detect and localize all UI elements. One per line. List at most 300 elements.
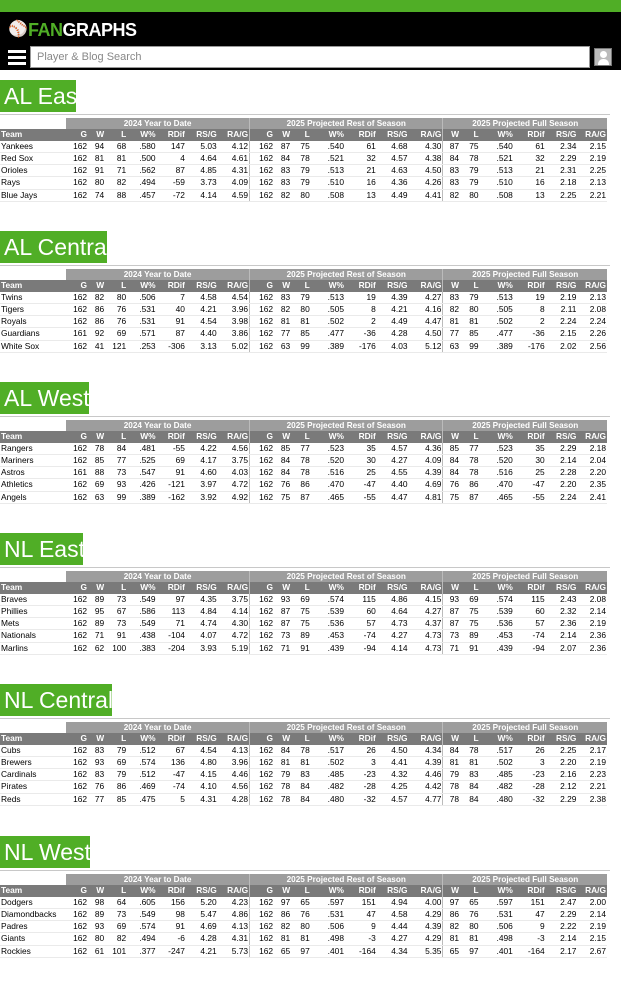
stat-cell: 2.04 xyxy=(577,454,607,466)
team-name-link[interactable]: Pirates xyxy=(0,781,66,793)
section-divider xyxy=(0,416,610,417)
stat-cell: .506 xyxy=(480,921,514,933)
standings-table xyxy=(0,269,607,353)
stat-cell: 47 xyxy=(514,908,546,920)
column-header[interactable]: RS/G xyxy=(546,582,578,593)
stat-cell: 162 xyxy=(66,630,88,642)
column-header[interactable]: W% xyxy=(127,431,156,442)
team-name-link[interactable]: Angels xyxy=(0,491,66,503)
stat-cell: .549 xyxy=(127,618,156,630)
column-header[interactable]: G xyxy=(66,885,88,896)
column-header[interactable]: RS/G xyxy=(377,431,409,442)
column-header[interactable]: RA/G xyxy=(409,885,443,896)
stat-cell: 4.54 xyxy=(186,745,218,757)
column-header[interactable]: RS/G xyxy=(546,431,578,442)
stat-cell: 2.19 xyxy=(577,921,607,933)
stat-cell: 162 xyxy=(66,897,88,909)
column-header[interactable]: L xyxy=(291,733,311,744)
column-header[interactable]: W% xyxy=(127,129,156,140)
stat-cell: 91 xyxy=(88,165,105,177)
stat-cell: -55 xyxy=(157,443,186,455)
column-header[interactable]: W% xyxy=(127,733,156,744)
column-header[interactable]: W xyxy=(274,582,291,593)
stat-cell: 2.36 xyxy=(577,642,607,654)
column-header[interactable]: RDif xyxy=(514,431,546,442)
group-header-blank xyxy=(0,874,66,885)
stat-cell: 94 xyxy=(88,141,105,153)
column-header[interactable]: W xyxy=(274,885,291,896)
team-name-link[interactable]: Cardinals xyxy=(0,769,66,781)
team-name-link[interactable]: Brewers xyxy=(0,756,66,768)
column-header[interactable]: RA/G xyxy=(577,129,607,140)
stat-cell: 88 xyxy=(88,467,105,479)
stat-cell: .470 xyxy=(311,479,345,491)
stat-cell: .531 xyxy=(480,908,514,920)
stat-cell: .505 xyxy=(311,303,345,315)
stat-cell: 4.34 xyxy=(409,745,443,757)
stat-cell: 3.75 xyxy=(218,594,250,606)
stat-cell: 2.18 xyxy=(546,177,578,189)
column-header[interactable]: RA/G xyxy=(577,280,607,291)
stat-cell: 2.29 xyxy=(546,908,578,920)
column-header[interactable]: RS/G xyxy=(377,129,409,140)
stat-cell: .531 xyxy=(127,303,156,315)
stat-cell: 2.67 xyxy=(577,945,607,957)
team-name-link[interactable]: Mets xyxy=(0,618,66,630)
stat-cell: 2.21 xyxy=(577,189,607,201)
stat-cell: 2.14 xyxy=(577,605,607,617)
team-name-link[interactable]: Rangers xyxy=(0,443,66,455)
column-header[interactable]: RDif xyxy=(345,582,377,593)
stat-cell: 100 xyxy=(105,642,127,654)
column-header[interactable]: RDif xyxy=(514,129,546,140)
stat-cell: 75 xyxy=(274,491,291,503)
column-header[interactable]: RDif xyxy=(157,280,186,291)
column-header[interactable]: RS/G xyxy=(186,129,218,140)
stat-cell: .540 xyxy=(311,141,345,153)
stat-cell: .477 xyxy=(311,328,345,340)
team-name-link[interactable]: Nationals xyxy=(0,630,66,642)
stat-cell: 2.19 xyxy=(577,152,607,164)
stat-cell: -74 xyxy=(157,781,186,793)
column-header[interactable]: RA/G xyxy=(218,733,250,744)
stat-cell: 4.14 xyxy=(186,189,218,201)
column-header[interactable]: L xyxy=(460,733,480,744)
stat-cell: -176 xyxy=(345,340,377,352)
column-header[interactable]: RA/G xyxy=(409,582,443,593)
team-name-link[interactable]: Blue Jays xyxy=(0,189,66,201)
column-header[interactable]: L xyxy=(291,582,311,593)
stat-cell: 4.30 xyxy=(218,618,250,630)
column-header[interactable]: W% xyxy=(480,129,514,140)
column-header[interactable]: G xyxy=(250,582,274,593)
column-header[interactable]: L xyxy=(105,582,127,593)
column-header-row xyxy=(0,431,607,442)
menu-icon[interactable] xyxy=(4,47,30,67)
stat-cell: -104 xyxy=(157,630,186,642)
team-name-link[interactable]: Athletics xyxy=(0,479,66,491)
table-row xyxy=(0,908,607,920)
stat-cell: 98 xyxy=(88,897,105,909)
stat-cell: 4.74 xyxy=(186,618,218,630)
column-header[interactable]: G xyxy=(66,582,88,593)
stat-cell: 4.50 xyxy=(377,745,409,757)
user-icon[interactable] xyxy=(594,48,612,66)
stat-cell: 73 xyxy=(443,630,460,642)
column-header[interactable]: W% xyxy=(311,431,345,442)
stat-cell: .494 xyxy=(127,933,156,945)
column-header[interactable]: W xyxy=(88,582,105,593)
column-header[interactable]: W xyxy=(443,129,460,140)
team-name-link[interactable]: Orioles xyxy=(0,165,66,177)
team-name-link[interactable]: Reds xyxy=(0,793,66,805)
column-header[interactable]: G xyxy=(66,280,88,291)
column-header[interactable]: L xyxy=(105,431,127,442)
column-header[interactable]: W xyxy=(443,280,460,291)
column-header[interactable]: W% xyxy=(480,431,514,442)
column-header[interactable]: W% xyxy=(311,582,345,593)
column-header[interactable]: RS/G xyxy=(186,733,218,744)
team-name-link[interactable]: Tigers xyxy=(0,303,66,315)
column-header[interactable]: RS/G xyxy=(546,733,578,744)
column-header[interactable]: L xyxy=(460,129,480,140)
column-header[interactable]: RDif xyxy=(157,582,186,593)
column-header[interactable]: W% xyxy=(480,582,514,593)
column-header[interactable]: W xyxy=(88,280,105,291)
stat-cell: 78 xyxy=(291,745,311,757)
stat-cell: 87 xyxy=(291,491,311,503)
stat-cell: 82 xyxy=(105,933,127,945)
column-header[interactable]: G xyxy=(66,733,88,744)
stat-cell: 4.15 xyxy=(409,594,443,606)
column-header[interactable]: RA/G xyxy=(409,431,443,442)
column-header[interactable]: G xyxy=(66,129,88,140)
stat-cell: 60 xyxy=(514,605,546,617)
column-header[interactable]: RA/G xyxy=(577,733,607,744)
stat-cell: 162 xyxy=(66,781,88,793)
stat-cell: 19 xyxy=(514,292,546,304)
column-header[interactable]: RDif xyxy=(345,129,377,140)
stat-cell: 78 xyxy=(88,443,105,455)
column-header[interactable]: L xyxy=(105,733,127,744)
column-header[interactable]: W% xyxy=(480,733,514,744)
column-header[interactable]: Team xyxy=(0,885,66,896)
column-header[interactable]: G xyxy=(250,733,274,744)
stat-cell: 79 xyxy=(460,165,480,177)
stat-cell: 162 xyxy=(250,292,274,304)
stat-cell: 4.42 xyxy=(409,781,443,793)
column-header[interactable]: RA/G xyxy=(577,582,607,593)
stat-cell: 86 xyxy=(274,908,291,920)
column-header[interactable]: W% xyxy=(311,280,345,291)
column-header[interactable]: G xyxy=(66,431,88,442)
column-header[interactable]: L xyxy=(105,129,127,140)
table-row xyxy=(0,630,607,642)
column-header[interactable]: W xyxy=(88,733,105,744)
stat-cell: 81 xyxy=(88,152,105,164)
site-logo[interactable] xyxy=(8,18,137,42)
column-header[interactable]: RDif xyxy=(157,885,186,896)
stat-cell: 3.96 xyxy=(218,756,250,768)
division-section xyxy=(0,231,621,349)
stat-cell: 93 xyxy=(88,921,105,933)
stat-cell: 2.16 xyxy=(546,769,578,781)
column-header[interactable]: Team xyxy=(0,431,66,442)
column-header[interactable]: RS/G xyxy=(546,885,578,896)
stat-cell: 101 xyxy=(105,945,127,957)
team-name-link[interactable]: Dodgers xyxy=(0,897,66,909)
search-input[interactable] xyxy=(30,46,590,68)
stat-cell: 69 xyxy=(105,328,127,340)
column-header[interactable]: L xyxy=(291,431,311,442)
stat-cell: 99 xyxy=(291,340,311,352)
stat-cell: 81 xyxy=(443,756,460,768)
column-header[interactable]: L xyxy=(291,885,311,896)
column-header[interactable]: RS/G xyxy=(377,733,409,744)
stat-cell: 162 xyxy=(250,933,274,945)
stat-cell: 4.92 xyxy=(218,491,250,503)
stat-cell: 25 xyxy=(345,467,377,479)
stat-cell: -72 xyxy=(157,189,186,201)
team-name-link[interactable]: Rockies xyxy=(0,945,66,957)
column-header[interactable]: RA/G xyxy=(218,280,250,291)
team-name-link[interactable]: Braves xyxy=(0,594,66,606)
stat-cell: 82 xyxy=(274,189,291,201)
column-header[interactable]: W% xyxy=(311,733,345,744)
column-header[interactable]: Team xyxy=(0,733,66,744)
stat-cell: 4.47 xyxy=(409,316,443,328)
column-header[interactable]: W xyxy=(88,885,105,896)
column-header[interactable]: RDif xyxy=(345,280,377,291)
stat-cell: 76 xyxy=(105,316,127,328)
table-row xyxy=(0,141,607,153)
stat-cell: 97 xyxy=(274,897,291,909)
column-header[interactable]: RS/G xyxy=(186,280,218,291)
team-name-link[interactable]: Red Sox xyxy=(0,152,66,164)
column-header[interactable]: L xyxy=(105,280,127,291)
column-header[interactable]: W% xyxy=(127,280,156,291)
column-header[interactable]: RS/G xyxy=(546,129,578,140)
division-section xyxy=(0,80,621,198)
stat-cell: .605 xyxy=(127,897,156,909)
stat-cell: .510 xyxy=(311,177,345,189)
column-header[interactable]: W xyxy=(274,280,291,291)
column-header[interactable]: RDif xyxy=(157,733,186,744)
column-header[interactable]: RA/G xyxy=(577,885,607,896)
stat-cell: 5.19 xyxy=(218,642,250,654)
stat-cell: 162 xyxy=(66,491,88,503)
stat-cell: 76 xyxy=(274,479,291,491)
column-header[interactable]: W xyxy=(274,733,291,744)
column-header[interactable]: RS/G xyxy=(186,885,218,896)
stat-cell: 113 xyxy=(157,605,186,617)
column-header[interactable]: RA/G xyxy=(409,129,443,140)
stat-cell: 32 xyxy=(514,152,546,164)
column-header[interactable]: W xyxy=(274,129,291,140)
table-row xyxy=(0,605,607,617)
stat-cell: 4.55 xyxy=(377,467,409,479)
stat-cell: 2.14 xyxy=(577,908,607,920)
column-header[interactable]: L xyxy=(460,280,480,291)
team-name-link[interactable]: Marlins xyxy=(0,642,66,654)
stat-cell: 77 xyxy=(105,454,127,466)
stat-cell: .480 xyxy=(311,793,345,805)
column-header[interactable]: Team xyxy=(0,129,66,140)
column-header[interactable]: RS/G xyxy=(377,582,409,593)
stat-cell: 73 xyxy=(105,594,127,606)
stat-cell: 5.20 xyxy=(186,897,218,909)
column-header[interactable]: RDif xyxy=(157,129,186,140)
stat-cell: .502 xyxy=(311,756,345,768)
column-header[interactable]: RA/G xyxy=(218,885,250,896)
column-header[interactable]: L xyxy=(460,885,480,896)
column-header[interactable]: Team xyxy=(0,582,66,593)
stat-cell: 162 xyxy=(250,189,274,201)
stat-cell: 87 xyxy=(274,605,291,617)
stat-cell: 78 xyxy=(443,781,460,793)
column-header[interactable]: L xyxy=(291,280,311,291)
stat-cell: 80 xyxy=(460,921,480,933)
team-name-link[interactable]: Cubs xyxy=(0,745,66,757)
column-header[interactable]: Team xyxy=(0,280,66,291)
stat-cell: 81 xyxy=(291,933,311,945)
team-name-link[interactable]: Guardians xyxy=(0,328,66,340)
stat-cell: 4.32 xyxy=(377,769,409,781)
stat-cell: 4.81 xyxy=(409,491,443,503)
stat-cell: 115 xyxy=(514,594,546,606)
column-header[interactable]: RS/G xyxy=(186,431,218,442)
stat-cell: 162 xyxy=(66,479,88,491)
stat-cell: .377 xyxy=(127,945,156,957)
column-header[interactable]: W xyxy=(88,431,105,442)
division-section xyxy=(0,836,621,954)
column-header[interactable]: W% xyxy=(127,885,156,896)
column-header[interactable]: W xyxy=(274,431,291,442)
stat-cell: 78 xyxy=(460,152,480,164)
group-header-row xyxy=(0,118,607,129)
division-title: AL Central xyxy=(0,231,107,263)
group-header: 2024 Year to Date xyxy=(66,118,250,129)
column-header[interactable]: RA/G xyxy=(577,431,607,442)
stat-cell: 78 xyxy=(460,467,480,479)
stat-cell: 162 xyxy=(250,642,274,654)
section-divider xyxy=(0,265,610,266)
stat-cell: 84 xyxy=(443,467,460,479)
stat-cell: 4.27 xyxy=(377,630,409,642)
column-header[interactable]: W% xyxy=(480,280,514,291)
column-header[interactable]: W xyxy=(88,129,105,140)
column-header[interactable]: W% xyxy=(480,885,514,896)
column-header[interactable]: RA/G xyxy=(409,733,443,744)
team-name-link[interactable]: Phillies xyxy=(0,605,66,617)
team-name-link[interactable]: Twins xyxy=(0,292,66,304)
team-name-link[interactable]: Diamondbacks xyxy=(0,908,66,920)
column-header[interactable]: RDif xyxy=(514,733,546,744)
team-name-link[interactable]: Yankees xyxy=(0,141,66,153)
stat-cell: .517 xyxy=(311,745,345,757)
column-header[interactable]: W xyxy=(443,582,460,593)
stat-cell: 83 xyxy=(88,745,105,757)
group-header-row xyxy=(0,571,607,582)
stat-cell: .536 xyxy=(480,618,514,630)
column-header[interactable]: W xyxy=(443,733,460,744)
column-header[interactable]: RDif xyxy=(514,885,546,896)
column-header[interactable]: RS/G xyxy=(377,885,409,896)
group-header: 2025 Projected Rest of Season xyxy=(250,874,443,885)
team-name-link[interactable]: Rays xyxy=(0,177,66,189)
team-name-link[interactable]: Astros xyxy=(0,467,66,479)
column-header[interactable]: RA/G xyxy=(218,431,250,442)
stat-cell: 5.35 xyxy=(409,945,443,957)
stat-cell: 85 xyxy=(274,443,291,455)
column-header[interactable]: RDif xyxy=(514,582,546,593)
column-header[interactable]: RDif xyxy=(345,885,377,896)
group-header: 2024 Year to Date xyxy=(66,571,250,582)
table-row xyxy=(0,467,607,479)
column-header[interactable]: RDif xyxy=(157,431,186,442)
column-header[interactable]: RDif xyxy=(514,280,546,291)
team-name-link[interactable]: Padres xyxy=(0,921,66,933)
stat-cell: 3.13 xyxy=(186,340,218,352)
team-name-link[interactable]: Royals xyxy=(0,316,66,328)
column-header[interactable]: G xyxy=(250,280,274,291)
column-header[interactable]: W% xyxy=(311,129,345,140)
stat-cell: 4.41 xyxy=(377,756,409,768)
stat-cell: -74 xyxy=(345,630,377,642)
table-row xyxy=(0,491,607,503)
section-divider xyxy=(0,870,610,871)
column-header[interactable]: W% xyxy=(127,582,156,593)
column-header[interactable]: L xyxy=(460,431,480,442)
stat-cell: -3 xyxy=(345,933,377,945)
column-header[interactable]: RA/G xyxy=(218,129,250,140)
stat-cell: 69 xyxy=(291,594,311,606)
stat-cell: 162 xyxy=(250,165,274,177)
column-header[interactable]: RA/G xyxy=(218,582,250,593)
column-header[interactable]: G xyxy=(250,885,274,896)
team-name-link[interactable]: White Sox xyxy=(0,340,66,352)
stat-cell: 83 xyxy=(443,292,460,304)
column-header[interactable]: L xyxy=(105,885,127,896)
column-header[interactable]: RA/G xyxy=(409,280,443,291)
column-header[interactable]: L xyxy=(291,129,311,140)
stat-cell: 82 xyxy=(443,189,460,201)
column-header[interactable]: W xyxy=(443,431,460,442)
column-header[interactable]: W xyxy=(443,885,460,896)
column-header[interactable]: W% xyxy=(311,885,345,896)
team-name-link[interactable]: Giants xyxy=(0,933,66,945)
column-header[interactable]: L xyxy=(460,582,480,593)
stat-cell: .523 xyxy=(311,443,345,455)
division-section xyxy=(0,533,621,651)
column-header[interactable]: G xyxy=(250,129,274,140)
stat-cell: 162 xyxy=(66,618,88,630)
column-header[interactable]: RS/G xyxy=(546,280,578,291)
column-header[interactable]: RS/G xyxy=(186,582,218,593)
column-header[interactable]: RDif xyxy=(345,733,377,744)
team-name-link[interactable]: Mariners xyxy=(0,454,66,466)
stat-cell: 2.11 xyxy=(546,303,578,315)
column-header[interactable]: RDif xyxy=(345,431,377,442)
stat-cell: 85 xyxy=(105,793,127,805)
stat-cell: 81 xyxy=(274,933,291,945)
stat-cell: 4.50 xyxy=(409,328,443,340)
stat-cell: 162 xyxy=(250,756,274,768)
column-header[interactable]: RS/G xyxy=(377,280,409,291)
stat-cell: 84 xyxy=(274,454,291,466)
column-header[interactable]: G xyxy=(250,431,274,442)
stat-cell: 3.86 xyxy=(218,328,250,340)
